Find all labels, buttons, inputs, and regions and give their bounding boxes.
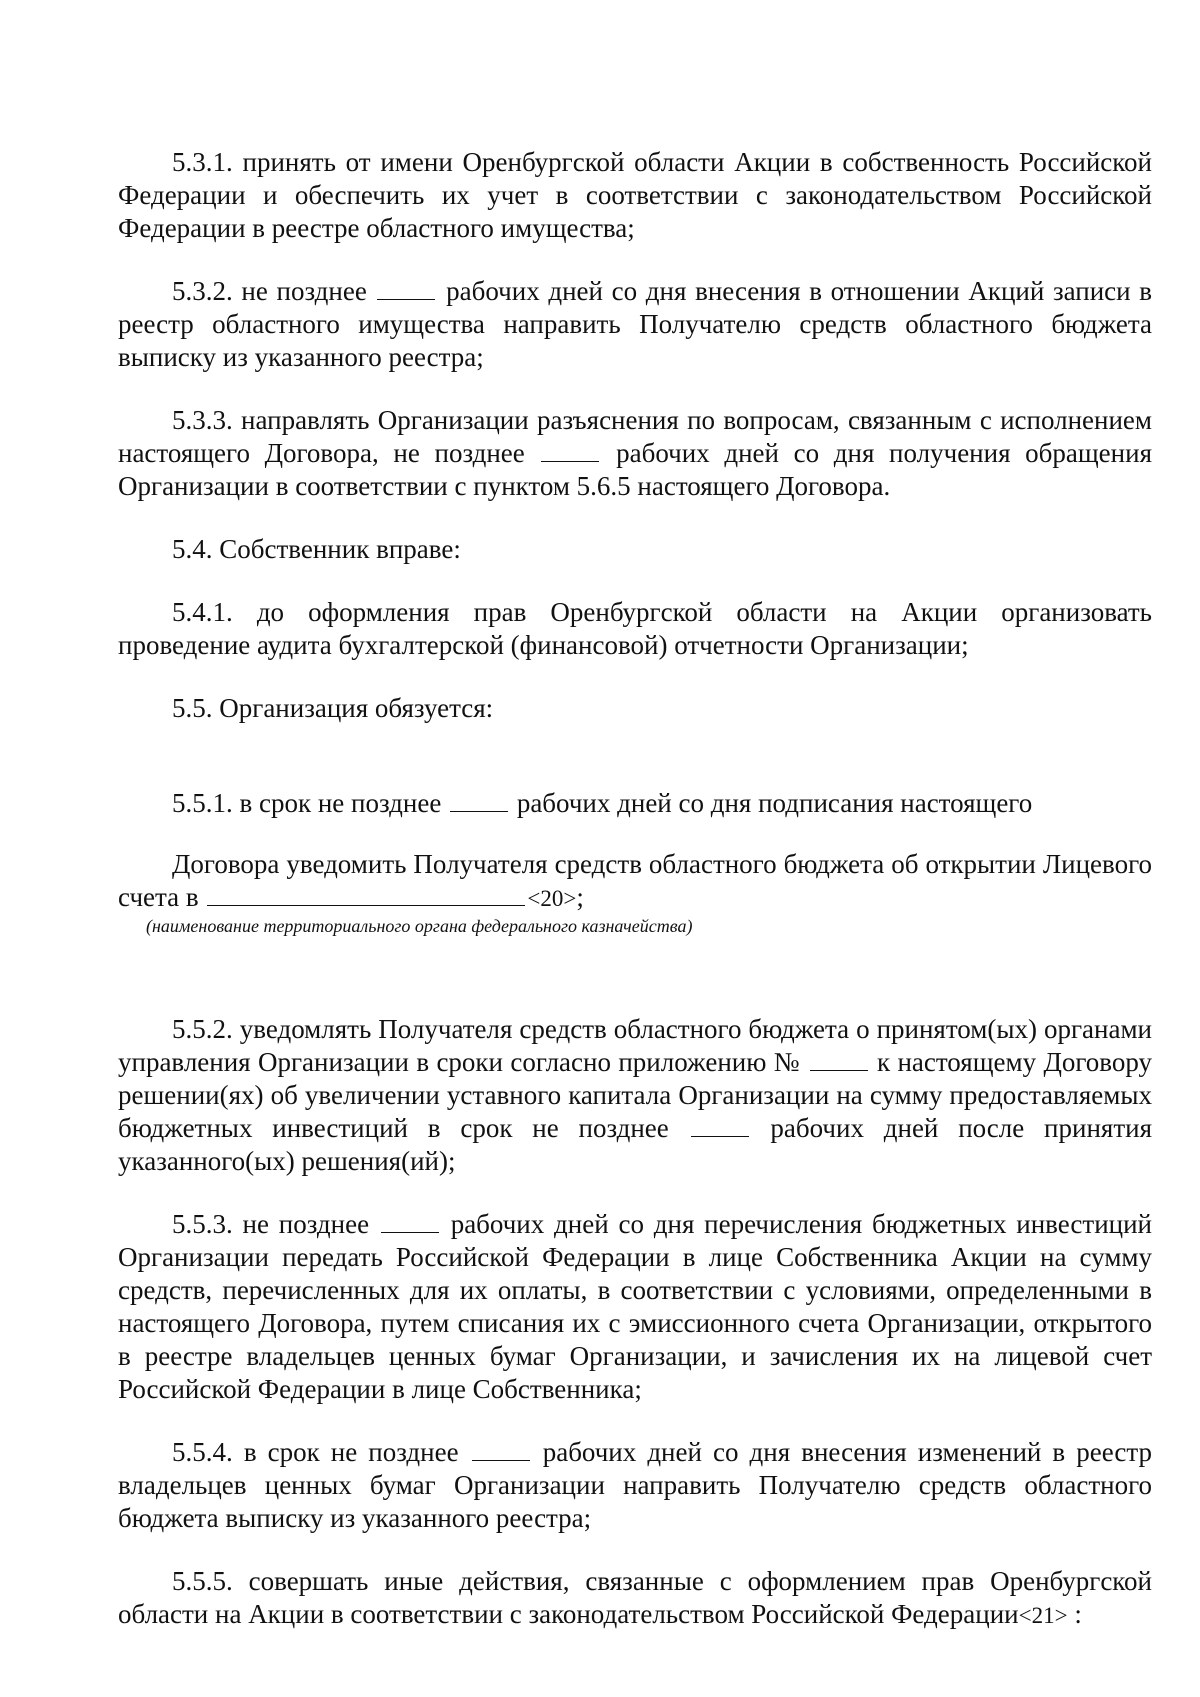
paragraph-5-5-1-continued [118, 848, 1152, 915]
paragraph-text: 5.4.1. до оформления прав Оренбургской области на Акции организовать проведение аудита бухгалтерской (финансовой) отчетности Организации; [118, 597, 1152, 660]
footnote-ref-21: <21> [1018, 1603, 1068, 1628]
paragraph-text: рабочих дней со дня внесения в отношении Акций записи в реестр областного имущества направить Получателю средств областного бюджета выписку из указанного реестра; [118, 276, 1152, 372]
paragraph-text: 5.3.1. принять от имени Оренбургской области Акции в собственность Российской Федерации и обеспечить их учет в соответствии с законодательством Российской Федерации в реестре областного имущества; [118, 147, 1152, 243]
paragraph-text: рабочих дней со дня перечисления бюджетных инвестиций Организации передать Российской Федерации в лице Собственника Акции на сумму средств, перечисленных для их оплаты, в соответствии с условиями, определенными в настоящего Договора, путем списания их с эмиссионного счета Организации, открытого в реестре владельцев ценных бумаг Организации, и зачисления их на лицевой счет Российской Федерации в лице Собственника; [118, 1209, 1152, 1404]
paragraph-5-3-2 [118, 275, 1152, 374]
paragraph-5-4-1 [118, 596, 1152, 662]
paragraph-text: рабочих дней со дня внесения изменений в реестр владельцев ценных бумаг Организации направить Получателю средств областного бюджета выписку из указанного реестра; [118, 1437, 1152, 1533]
blank-appendix-field [810, 1046, 868, 1071]
paragraph-5-3-1 [118, 146, 1152, 245]
paragraph-5-4 [118, 533, 1152, 566]
blank-days-field [472, 1436, 530, 1461]
blank-days-field [450, 787, 508, 812]
paragraph-5-3-3 [118, 404, 1152, 503]
paragraph-text: 5.5. Организация обязуется: [172, 693, 494, 723]
paragraph-5-5 [118, 692, 1152, 725]
paragraph-5-5-4 [118, 1436, 1152, 1535]
paragraph-text: рабочих дней со дня получения обращения Организации в соответствии с пунктом 5.6.5 настоящего Договора. [118, 438, 1152, 501]
paragraph-text: 5.3.2. не позднее [172, 276, 376, 306]
paragraph-text: 5.5.2. уведомлять Получателя средств областного бюджета о принятом(ых) органами управления Организации в сроки согласно приложению № [118, 1014, 1152, 1077]
paragraph-text: 5.5.3. не позднее [172, 1209, 379, 1239]
blank-days-field [377, 275, 435, 300]
footnote-ref-20: <20> [527, 886, 577, 911]
paragraph-text: ; [576, 882, 584, 912]
blank-treasury-field [207, 881, 525, 906]
paragraph-text: : [1067, 1599, 1082, 1629]
paragraph-text: 5.3.3. направлять Организации разъяснения по вопросам, связанным с исполнением настоящего Договора, не позднее [118, 405, 1152, 468]
paragraph-text: Договора уведомить Получателя средств областного бюджета об открытии Лицевого счета в [118, 849, 1152, 912]
blank-days-field [381, 1208, 439, 1233]
treasury-caption [118, 915, 1152, 937]
paragraph-5-5-5 [118, 1565, 1152, 1632]
paragraph-text: 5.5.5. совершать иные действия, связанные с оформлением прав Оренбургской области на Акции в соответствии с законодательством Российской Федерации [118, 1566, 1152, 1629]
paragraph-text: рабочих дней после принятия указанного(ых) решения(ий); [118, 1113, 1152, 1176]
paragraph-5-5-2 [118, 1013, 1152, 1178]
paragraph-5-5-3 [118, 1208, 1152, 1406]
paragraph-text: к настоящему Договору решении(ях) об увеличении уставного капитала Организации на сумму предоставляемых бюджетных инвестиций в срок не позднее [118, 1047, 1152, 1143]
paragraph-text: 5.5.1. в срок не позднее [172, 788, 449, 818]
blank-days-field [691, 1112, 749, 1137]
paragraph-text: 5.5.4. в срок не позднее [172, 1437, 470, 1467]
paragraph-text: 5.4. Собственник вправе: [172, 534, 461, 564]
paragraph-text: рабочих дней со дня подписания настоящего [510, 788, 1033, 818]
caption-text: (наименование территориального органа федерального казначейства) [146, 916, 693, 936]
blank-days-field [541, 437, 599, 462]
document-body [118, 146, 1152, 1632]
paragraph-5-5-1 [118, 787, 1152, 820]
